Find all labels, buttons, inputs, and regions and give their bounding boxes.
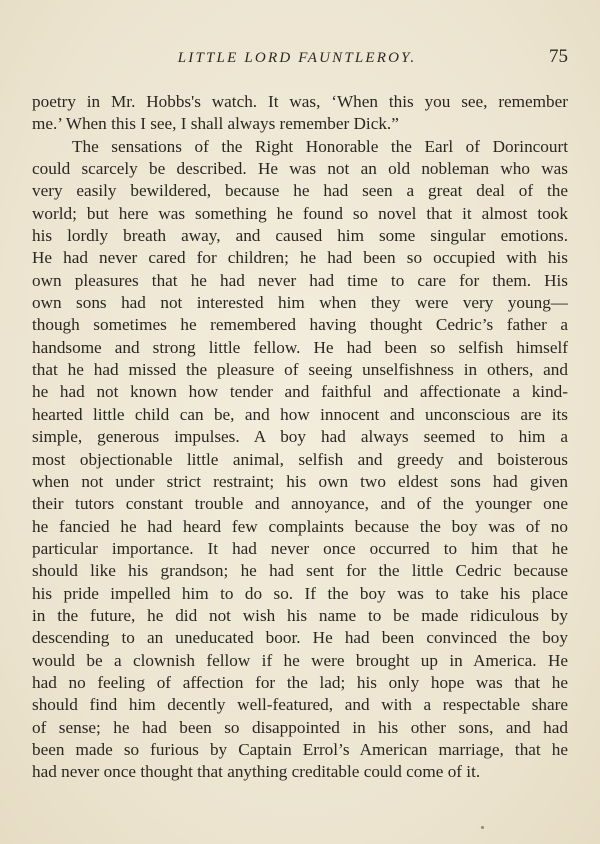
text-line: most objectionable little animal, selfish and greedy and boisterous <box>32 449 568 469</box>
text-line: hearted little child can be, and how innocent and unconscious are its <box>32 404 568 424</box>
text-line: his pride impelled him to do so. If the boy was to take his place <box>32 583 568 603</box>
text-line: descending to an uneducated boor. He had been convinced the boy <box>32 628 568 648</box>
text-line: his lordly breath away, and caused him some singular emotions. <box>32 226 568 246</box>
text-line: own sons had not interested him when they were very young— <box>32 293 568 313</box>
text-line: been made so furious by Captain Errol’s American marriage, that he <box>32 739 568 759</box>
text-line: he fancied he had heard few complaints because the boy was of no <box>32 516 568 536</box>
text-line: had never once thought that anything creditable could come of it. <box>32 762 481 782</box>
text-line: he had not known how tender and faithful and affectionate a kind- <box>32 382 568 402</box>
text-line: had no feeling of affection for the lad; his only hope was that he <box>32 672 568 692</box>
text-line: world; but here was something he found so novel that it almost took <box>32 203 568 223</box>
text-line: handsome and strong little fellow. He had been so selfish himself <box>32 337 568 357</box>
paragraph-first-line: The sensations of the Right Honorable the Earl of Dorincourt <box>72 136 568 156</box>
text-line: simple, generous impulses. A boy had always seemed to him a <box>32 427 568 447</box>
text-line: when not under strict restraint; his own two eldest sons had given <box>32 471 568 491</box>
text-line: He had never cared for children; he had been so occupied with his <box>32 248 568 268</box>
text-line: would be a clownish fellow if he were brought up in America. He <box>32 650 568 670</box>
text-line: should find him decently well-featured, and with a respectable share <box>32 695 568 715</box>
text-line: of sense; he had been so disappointed in his other sons, and had <box>32 717 568 737</box>
text-line: in the future, he did not wish his name to be made ridiculous by <box>32 605 568 625</box>
text-line: should like his grandson; he had sent for the little Cedric because <box>32 561 568 581</box>
text-line: that he had missed the pleasure of seeing unselfishness in others, and <box>32 360 568 380</box>
text-line: poetry in Mr. Hobbs's watch. It was, ‘When this you see, remember <box>32 92 568 111</box>
text-line: own pleasures that he had never had time to care for them. His <box>32 270 568 290</box>
text-line: could scarcely be described. He was not an old nobleman who was <box>32 159 568 179</box>
text-line: very easily bewildered, because he had seen a great deal of the <box>32 181 568 201</box>
page-number: 75 <box>549 46 568 67</box>
paper-speck <box>481 826 484 829</box>
text-line: me.’ When this I see, I shall always remember Dick.” <box>32 114 399 134</box>
text-line: particular importance. It had never once occurred to him that he <box>32 538 568 558</box>
text-line: their tutors constant trouble and annoyance, and of the younger one <box>32 494 568 514</box>
body-text <box>32 91 568 784</box>
text-line: though sometimes he remembered having thought Cedric’s father a <box>32 315 568 335</box>
running-title: LITTLE LORD FAUNTLEROY. <box>177 50 417 66</box>
running-header <box>32 46 568 74</box>
